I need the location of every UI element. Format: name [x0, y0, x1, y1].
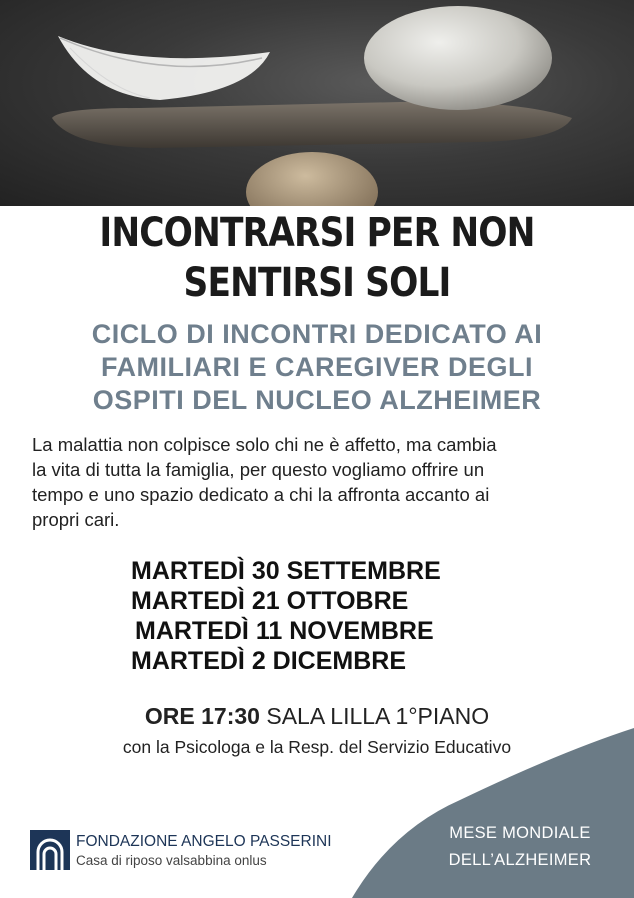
foundation-name: FONDAZIONE ANGELO PASSERINI: [76, 833, 332, 850]
badge-line-1: MESE MONDIALE: [449, 824, 591, 842]
date-item: MARTEDÌ 21 OTTOBRE: [131, 587, 409, 615]
date-item: MARTEDÌ 11 NOVEMBRE: [135, 617, 434, 645]
badge-line-2: DELL’ALZHEIMER: [448, 851, 592, 869]
meeting-place: SALA LILLA 1°PIANO: [266, 703, 490, 729]
title-line-2: SENTIRSI SOLI: [183, 260, 451, 306]
foundation-logo: [30, 826, 332, 876]
meeting-time: ORE 17:30: [144, 703, 260, 729]
hosts-line: con la Psicologa e la Resp. del Servizio Educativo: [122, 737, 512, 757]
intro-line-2: la vita di tutta la famiglia, per questo vogliamo offrire un: [32, 459, 485, 480]
subtitle-line-1: CICLO DI INCONTRI DEDICATO AI: [91, 319, 543, 349]
title-line-1: INCONTRARSI PER NON: [99, 210, 535, 256]
foundation-logo-icon: [30, 830, 70, 870]
subtitle-line-2: FAMILIARI E CAREGIVER DEGLI: [100, 352, 534, 382]
foundation-subtitle: Casa di riposo valsabbina onlus: [76, 853, 267, 868]
world-alzheimer-month-badge: [420, 820, 620, 874]
date-item: MARTEDÌ 30 SETTEMBRE: [131, 557, 441, 585]
intro-line-4: propri cari.: [32, 509, 120, 530]
intro-line-1: La malattia non colpisce solo chi ne è affetto, ma cambia: [32, 434, 497, 455]
intro-line-3: tempo e uno spazio dedicato a chi la affronta accanto ai: [32, 484, 490, 505]
subtitle-line-3: OSPITI DEL NUCLEO ALZHEIMER: [92, 385, 542, 415]
date-item: MARTEDÌ 2 DICEMBRE: [131, 647, 407, 675]
